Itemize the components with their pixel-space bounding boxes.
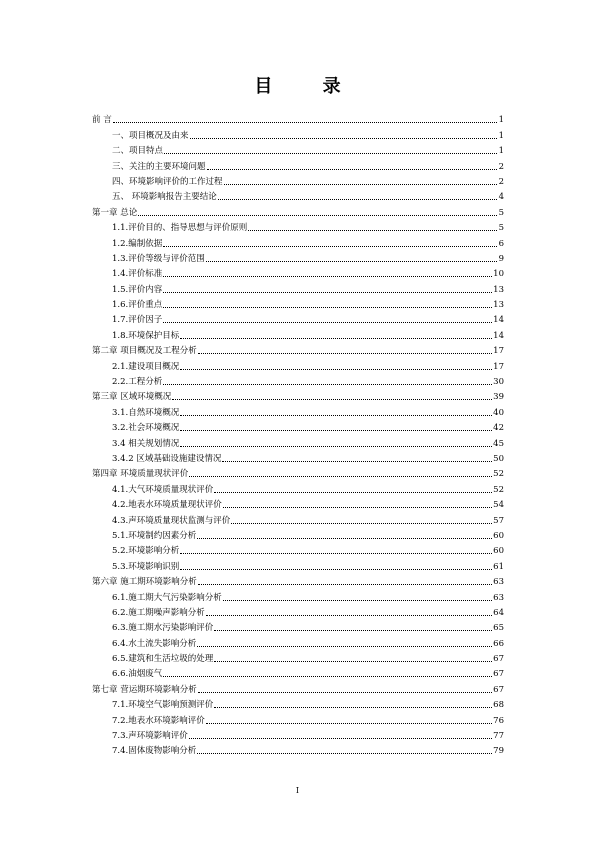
toc-dot-leader: [163, 307, 492, 308]
toc-entry[interactable]: [92, 618, 504, 633]
toc-dot-leader: [214, 707, 492, 708]
toc-entry[interactable]: [92, 356, 504, 371]
toc-entry-label: 3.4.2 区域基础设施建设情况: [112, 453, 222, 464]
toc-dot-leader: [189, 476, 492, 477]
toc-entry[interactable]: [92, 741, 504, 756]
toc-entry-label: 3.2.社会环境概况: [112, 423, 180, 434]
toc-dot-leader: [248, 230, 497, 231]
toc-dot-leader: [218, 199, 497, 200]
toc-dot-leader: [189, 738, 492, 739]
toc-dot-leader: [190, 138, 497, 139]
toc-entry-label: 6.3.施工期水污染影响评价: [112, 623, 214, 634]
toc-entry-page: 5: [498, 207, 504, 218]
toc-dot-leader: [197, 753, 492, 754]
toc-entry-page: 17: [493, 361, 504, 372]
toc-entry-page: 6: [498, 238, 504, 249]
toc-entry-page: 52: [493, 469, 504, 480]
toc-entry-page: 63: [493, 577, 504, 588]
toc-entry-page: 60: [493, 530, 504, 541]
toc-entry[interactable]: [92, 125, 504, 140]
toc-entry[interactable]: [92, 664, 504, 679]
toc-entry[interactable]: [92, 556, 504, 571]
page-title: 目 录: [254, 76, 363, 97]
toc-entry[interactable]: [92, 418, 504, 433]
toc-dot-leader: [163, 322, 492, 323]
toc-entry-page: 9: [498, 253, 504, 264]
toc-entry-page: 1: [498, 130, 504, 141]
toc-entry-page: 76: [493, 715, 504, 726]
toc-dot-leader: [223, 600, 492, 601]
toc-entry-page: 67: [493, 669, 504, 680]
toc-entry-label: 1.1.评价目的、指导思想与评价原则: [112, 223, 248, 234]
toc-entry[interactable]: [92, 449, 504, 464]
toc-entry-label: 2.1.建设项目概况: [112, 361, 180, 372]
toc-entry[interactable]: [92, 464, 504, 479]
toc-dot-leader: [231, 523, 492, 524]
toc-dot-leader: [163, 676, 492, 677]
toc-entry[interactable]: [92, 649, 504, 664]
toc-dot-leader: [163, 292, 492, 293]
toc-dot-leader: [198, 584, 492, 585]
toc-entry-label: 7.3.声环境影响评价: [112, 731, 188, 742]
toc-entry[interactable]: [92, 633, 504, 648]
toc-dot-leader: [214, 630, 492, 631]
toc-entry[interactable]: [92, 156, 504, 171]
toc-entry-label: 1.5.评价内容: [112, 284, 163, 295]
toc-entry-label: 第六章 施工期环境影响分析: [92, 577, 197, 588]
toc-entry-page: 40: [493, 407, 504, 418]
toc-dot-leader: [223, 507, 492, 508]
toc-dot-leader: [198, 692, 492, 693]
toc-entry-label: 6.6.油烟废气: [112, 669, 163, 680]
toc-entry-page: 2: [498, 161, 504, 172]
toc-entry[interactable]: [92, 572, 504, 587]
toc-entry-page: 67: [493, 684, 504, 695]
toc-entry[interactable]: [92, 587, 504, 602]
toc-entry-page: 64: [493, 607, 504, 618]
toc-entry[interactable]: [92, 202, 504, 217]
toc-entry-label: 1.8.环境保护目标: [112, 330, 180, 341]
toc-dot-leader: [198, 353, 492, 354]
toc-entry[interactable]: [92, 218, 504, 233]
toc-entry-page: 61: [493, 561, 504, 572]
toc-entry[interactable]: [92, 495, 504, 510]
toc-entry[interactable]: [92, 433, 504, 448]
toc-entry-label: 1.2.编制依据: [112, 238, 163, 249]
toc-entry-label: 第四章 环境质量现状评价: [92, 469, 189, 480]
toc-dot-leader: [214, 492, 492, 493]
toc-dot-leader: [172, 399, 492, 400]
toc-entry[interactable]: [92, 387, 504, 402]
page-number: I: [295, 786, 300, 795]
toc-entry-page: 2: [498, 176, 504, 187]
toc-entry-page: 54: [493, 500, 504, 511]
toc-entry-page: 68: [493, 700, 504, 711]
toc-dot-leader: [180, 415, 492, 416]
toc-entry-label: 7.4.固体废物影响分析: [112, 746, 197, 757]
toc-entry[interactable]: [92, 341, 504, 356]
toc-entry-page: 79: [493, 746, 504, 757]
toc-entry-page: 14: [493, 315, 504, 326]
toc-entry[interactable]: [92, 172, 504, 187]
toc-entry-label: 三、关注的主要环境问题: [112, 161, 206, 172]
toc-entry-label: 4.1.大气环境质量现状评价: [112, 484, 214, 495]
toc-entry-label: 4.2.地表水环境质量现状评价: [112, 500, 222, 511]
toc-entry[interactable]: [92, 279, 504, 294]
toc-dot-leader: [163, 276, 492, 277]
toc-entry-label: 6.2.施工期噪声影响分析: [112, 607, 205, 618]
toc-entry-label: 第三章 区域环境概况: [92, 392, 172, 403]
toc-entry-page: 57: [493, 515, 504, 526]
toc-entry-page: 39: [493, 392, 504, 403]
toc-entry-page: 17: [493, 346, 504, 357]
toc-dot-leader: [207, 169, 497, 170]
toc-dot-leader: [197, 538, 492, 539]
toc-entry-page: 65: [493, 623, 504, 634]
toc-entry-label: 6.1.施工期大气污染影响分析: [112, 592, 222, 603]
toc-entry[interactable]: [92, 710, 504, 725]
toc-entry-label: 1.7.评价因子: [112, 315, 163, 326]
toc-entry-label: 第一章 总论: [92, 207, 138, 218]
toc-dot-leader: [197, 646, 492, 647]
toc-dot-leader: [180, 569, 492, 570]
toc-entry-page: 45: [493, 438, 504, 449]
toc-entry-label: 第二章 项目概况及工程分析: [92, 346, 197, 357]
toc-entry-label: 5.3.环境影响识别: [112, 561, 180, 572]
toc-entry[interactable]: [92, 110, 504, 125]
toc-entry-label: 3.4 相关规划情况: [112, 438, 180, 449]
toc-entry-label: 二、项目特点: [112, 146, 164, 157]
toc-entry[interactable]: [92, 402, 504, 417]
toc-dot-leader: [206, 615, 492, 616]
toc-entry[interactable]: [92, 325, 504, 340]
toc-dot-leader: [214, 661, 492, 662]
toc-dot-leader: [138, 215, 497, 216]
toc-entry[interactable]: [92, 264, 504, 279]
toc-entry-page: 13: [493, 300, 504, 311]
toc-dot-leader: [180, 446, 492, 447]
toc-entry-page: 10: [493, 269, 504, 280]
toc-entry-label: 四、环境影响评价的工作过程: [112, 176, 223, 187]
toc-entry-label: 前 言: [92, 115, 112, 126]
toc-entry-label: 6.4.水土流失影响分析: [112, 638, 197, 649]
toc-entry[interactable]: [92, 479, 504, 494]
toc-entry[interactable]: [92, 541, 504, 556]
toc-entry[interactable]: [92, 187, 504, 202]
toc-entry-page: 13: [493, 284, 504, 295]
toc-entry-label: 7.1.环境空气影响预测评价: [112, 700, 214, 711]
toc-entry-page: 66: [493, 638, 504, 649]
toc-entry-page: 30: [493, 377, 504, 388]
toc-entry-label: 6.5.建筑和生活垃圾的处理: [112, 654, 214, 665]
toc-entry-label: 3.1.自然环境概况: [112, 407, 180, 418]
toc-dot-leader: [163, 384, 492, 385]
toc-dot-leader: [206, 261, 497, 262]
toc-entry[interactable]: [92, 233, 504, 248]
toc-entry-page: 1: [498, 146, 504, 157]
toc-entry-page: 63: [493, 592, 504, 603]
toc-entry-label: 1.3.评价等级与评价范围: [112, 253, 205, 264]
toc-entry-page: 50: [493, 453, 504, 464]
toc-dot-leader: [163, 246, 497, 247]
toc-entry[interactable]: [92, 310, 504, 325]
toc-entry-label: 5.1.环境制约因素分析: [112, 530, 197, 541]
toc-entry[interactable]: [92, 726, 504, 741]
toc-entry[interactable]: [92, 510, 504, 525]
toc-dot-leader: [206, 723, 492, 724]
toc-entry-label: 一、项目概况及由来: [112, 130, 189, 141]
toc-entry[interactable]: [92, 695, 504, 710]
toc-dot-leader: [113, 122, 497, 123]
toc-entry-label: 4.3.声环境质量现状监测与评价: [112, 515, 231, 526]
toc-entry-page: 4: [498, 192, 504, 203]
toc-entry-label: 五、 环境影响报告主要结论: [112, 192, 217, 203]
table-of-contents: [92, 110, 504, 756]
toc-entry-label: 5.2.环境影响分析: [112, 546, 180, 557]
toc-dot-leader: [180, 369, 492, 370]
toc-dot-leader: [222, 461, 492, 462]
toc-entry-page: 14: [493, 330, 504, 341]
toc-entry-page: 42: [493, 423, 504, 434]
toc-entry-page: 77: [493, 731, 504, 742]
toc-dot-leader: [180, 338, 492, 339]
toc-entry[interactable]: [92, 679, 504, 694]
toc-entry-page: 67: [493, 654, 504, 665]
toc-entry-label: 第七章 营运期环境影响分析: [92, 684, 197, 695]
toc-entry-page: 60: [493, 546, 504, 557]
toc-entry[interactable]: [92, 372, 504, 387]
toc-dot-leader: [180, 553, 492, 554]
toc-entry-label: 2.2.工程分析: [112, 377, 163, 388]
toc-entry-label: 1.4.评价标准: [112, 269, 163, 280]
toc-entry[interactable]: [92, 603, 504, 618]
toc-dot-leader: [180, 430, 492, 431]
toc-entry-label: 1.6.评价重点: [112, 300, 163, 311]
toc-entry-page: 1: [498, 115, 504, 126]
toc-entry[interactable]: [92, 141, 504, 156]
toc-entry-page: 5: [498, 223, 504, 234]
toc-entry[interactable]: [92, 295, 504, 310]
toc-entry[interactable]: [92, 249, 504, 264]
toc-dot-leader: [224, 184, 497, 185]
toc-entry-page: 52: [493, 484, 504, 495]
toc-dot-leader: [164, 153, 497, 154]
toc-entry[interactable]: [92, 526, 504, 541]
toc-entry-label: 7.2.地表水环境影响评价: [112, 715, 205, 726]
